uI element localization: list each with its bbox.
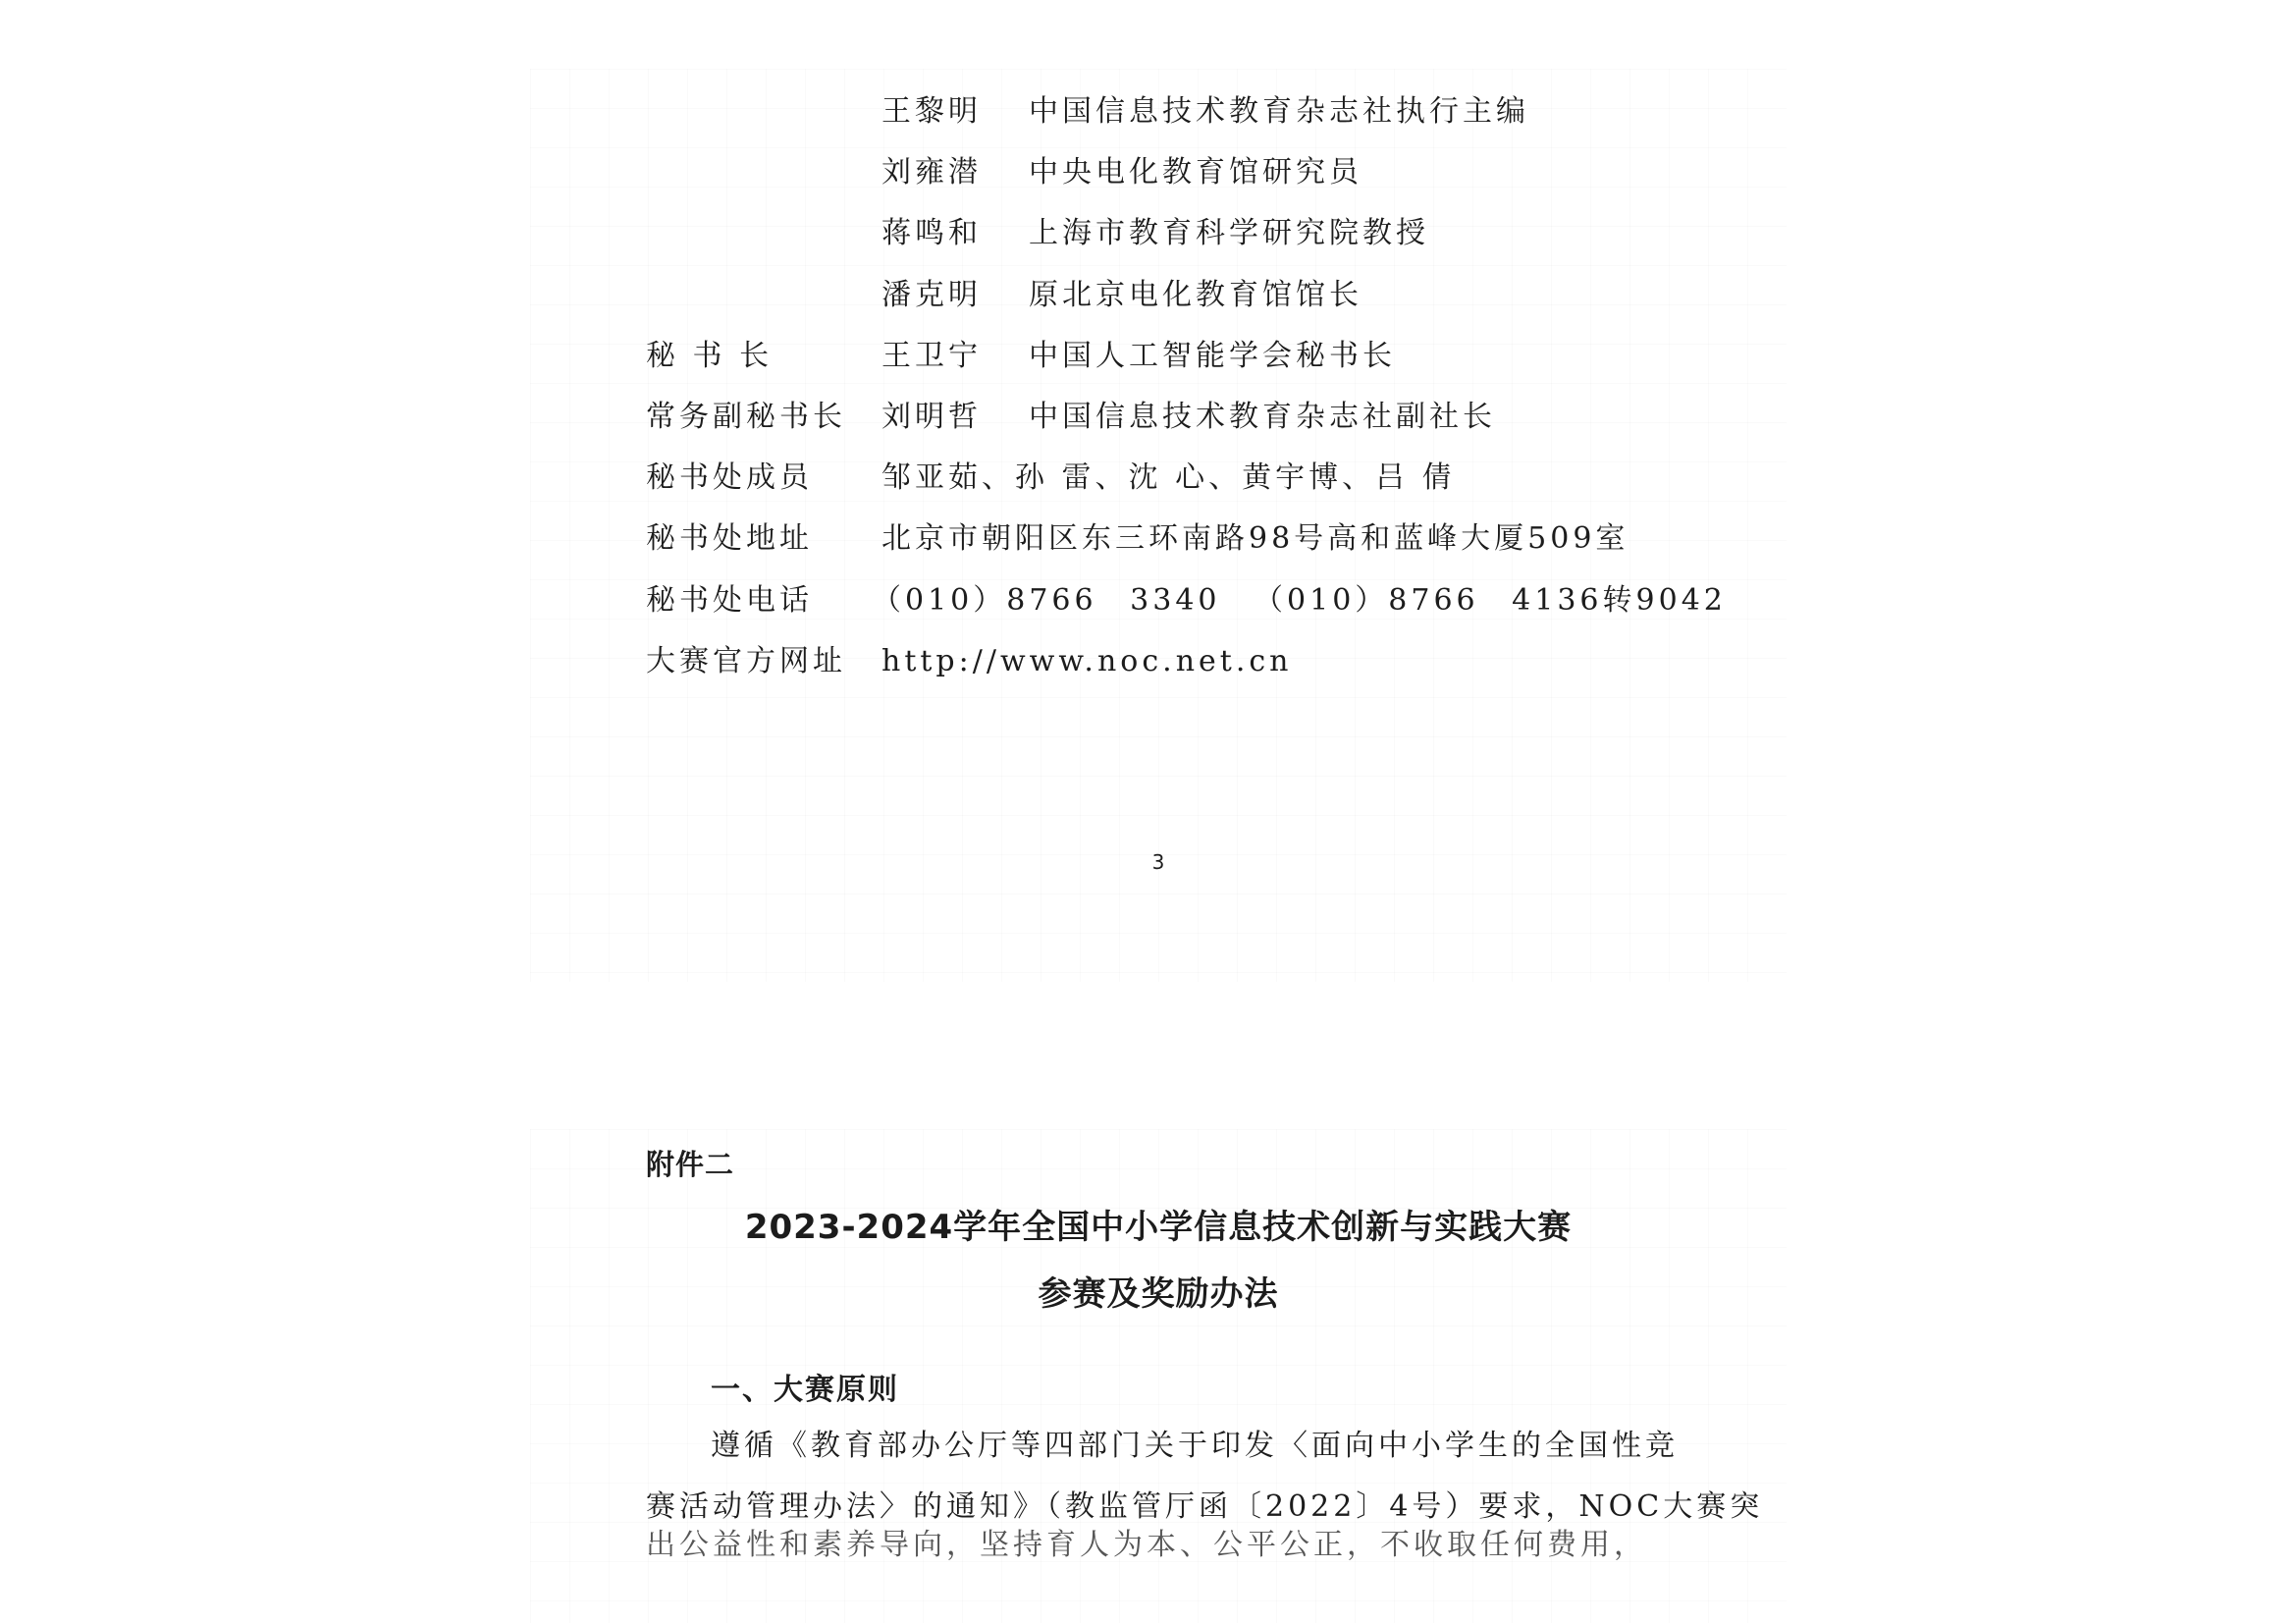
member-desc: 中国信息技术教育杂志社副社长 [1029,400,1496,434]
role-label: 秘书处成员 [646,460,813,495]
member-desc: 中国人工智能学会秘书长 [1029,339,1396,373]
role-label: 秘书处地址 [646,521,813,556]
paragraph-line-cutoff [646,1528,1647,1562]
document-page-bottom [530,1129,1787,1623]
secretariat-phone: （010）8766 3340 （010）8766 4136转9042 [872,583,1727,618]
document-subtitle: 参赛及奖励办法 [1038,1274,1279,1314]
document-title: 2023-2024学年全国中小学信息技术创新与实践大赛 [744,1208,1573,1247]
secretariat-members: 邹亚茹、孙 雷、沈 心、黄宇博、吕 倩 [881,460,1456,495]
role-label: 常务副秘书长 [646,400,846,434]
official-website-link[interactable]: http://www.noc.net.cn [881,644,1293,678]
paragraph-line-partial: 出公益性和素养导向，坚持育人为本、公平公正，不收取任何费用， [646,1528,1647,1562]
member-name: 刘雍潜 [881,155,982,189]
member-name: 王卫宁 [881,339,982,373]
page-number: 3 [1151,850,1165,874]
member-name: 潘克明 [881,278,982,312]
document-page-top [530,69,1787,982]
role-label: 大赛官方网址 [646,644,846,678]
role-label: 秘书处电话 [646,583,813,618]
secretariat-address: 北京市朝阳区东三环南路98号高和蓝峰大厦509室 [881,521,1629,556]
member-name: 刘明哲 [881,400,982,434]
section-heading: 一、大赛原则 [711,1373,899,1407]
role-label: 秘 书 长 [646,339,774,373]
member-desc: 中国信息技术教育杂志社执行主编 [1029,94,1529,129]
paragraph-line: 遵循《教育部办公厅等四部门关于印发〈面向中小学生的全国性竞 [711,1429,1679,1463]
member-name: 蒋鸣和 [881,216,982,250]
member-desc: 上海市教育科学研究院教授 [1029,216,1429,250]
paragraph-line: 赛活动管理办法〉的通知》（教监管厅函〔2022〕4号）要求，NOC大赛突 [646,1489,1764,1524]
member-desc: 原北京电化教育馆馆长 [1029,278,1362,312]
member-name: 王黎明 [881,94,982,129]
member-desc: 中央电化教育馆研究员 [1029,155,1362,189]
attachment-label: 附件二 [646,1148,735,1181]
